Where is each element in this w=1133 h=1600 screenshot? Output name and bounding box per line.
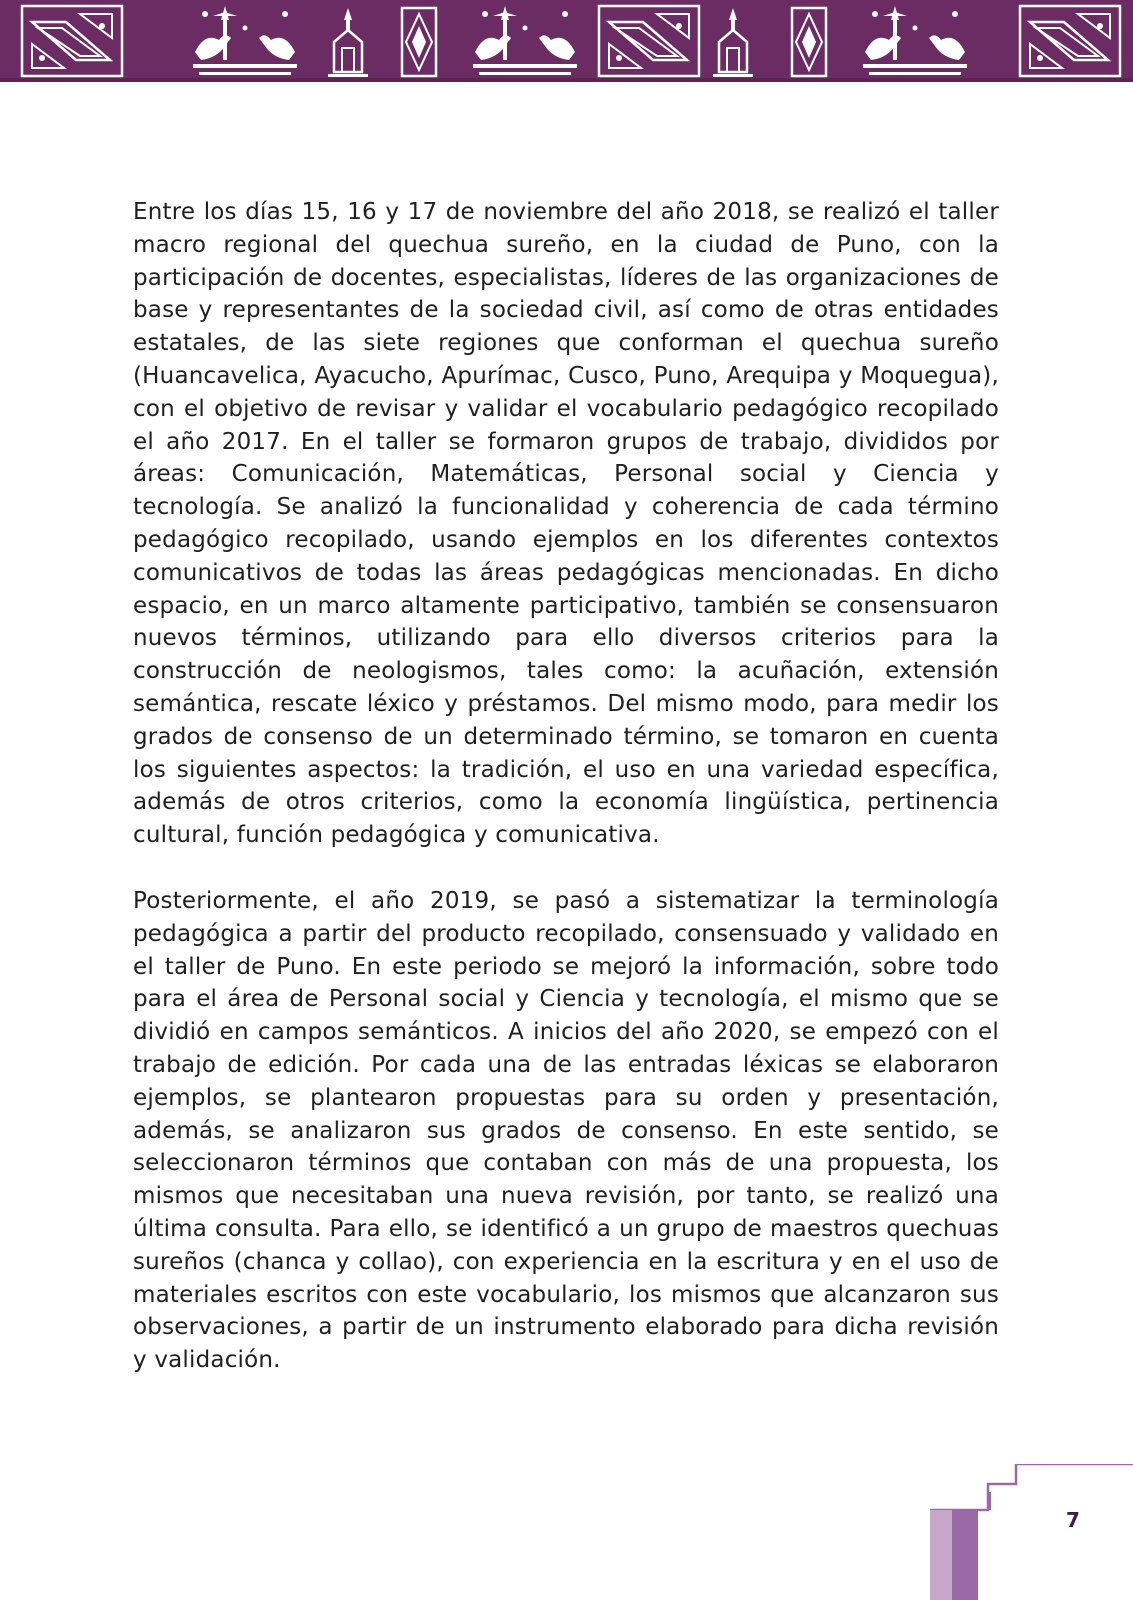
footer-stair-decoration bbox=[930, 1464, 1133, 1600]
paragraph-1: Entre los días 15, 16 y 17 de noviembre del año 2018, se realizó el taller macro regional del quechua sureño, en la ciudad de Puno, con la participación de docentes, especialistas, líderes de las organizaciones de base y representantes de la sociedad civil, así como de otras entidades estatales, de las siete regiones que conforman el quechua sureño (Huancavelica, Ayacucho, Apurímac, Cusco, Puno, Arequipa y Moquegua), con el objetivo de revisar y validar el vocabulario pedagógico recopilado el año 2017. En el taller se formaron grupos de trabajo, divididos por áreas: Comunicación, Matemáticas, Personal social y Ciencia y tecnología. Se analizó la funcionalidad y coherencia de cada término pedagógico recopilado, usando ejemplos en los diferentes contextos comunicativos de todas las áreas pedagógicas mencionadas. En dicho espacio, en un marco altamente participativo, también se consensuaron nuevos términos, utilizando para ello diversos criterios para la construcción de neologismos, tales como: la acuñación, extensión semántica, rescate léxico y préstamos. Del mismo modo, para medir los grados de consenso de un determinado término, se tomaron en cuenta los siguientes aspectos: la tradición, el uso en una variedad específica, además de otros criterios, como la economía lingüística, pertinencia cultural, función pedagógica y comunicativa. bbox=[133, 199, 999, 849]
paragraph-2: Posteriormente, el año 2019, se pasó a sistematizar la terminología pedagógica a partir del producto recopilado, consensuado y validado en el taller de Puno. En este periodo se mejoró la información, sobre todo para el área de Personal social y Ciencia y tecnología, el mismo que se dividió en campos semánticos. A inicios del año 2020, se empezó con el trabajo de edición. Por cada una de las entradas léxicas se elaboraron ejemplos, se plantearon propuestas para su orden y presentación, además, se analizaron sus grados de consenso. En este sentido, se seleccionaron términos que contaban con más de una propuesta, los mismos que necesitaban una nueva revisión, por tanto, se realizó una última consulta. Para ello, se identificó a un grupo de maestros quechuas sureños (chanca y collao), con experiencia en la escritura y en el uso de materiales escritos con este vocabulario, los mismos que alcanzaron sus observaciones, a partir de un instrumento elaborado para dicha revisión y validación. bbox=[133, 887, 999, 1374]
body-text bbox=[133, 196, 999, 1410]
header-banner bbox=[0, 0, 1133, 82]
page-number: 7 bbox=[1066, 1508, 1080, 1532]
